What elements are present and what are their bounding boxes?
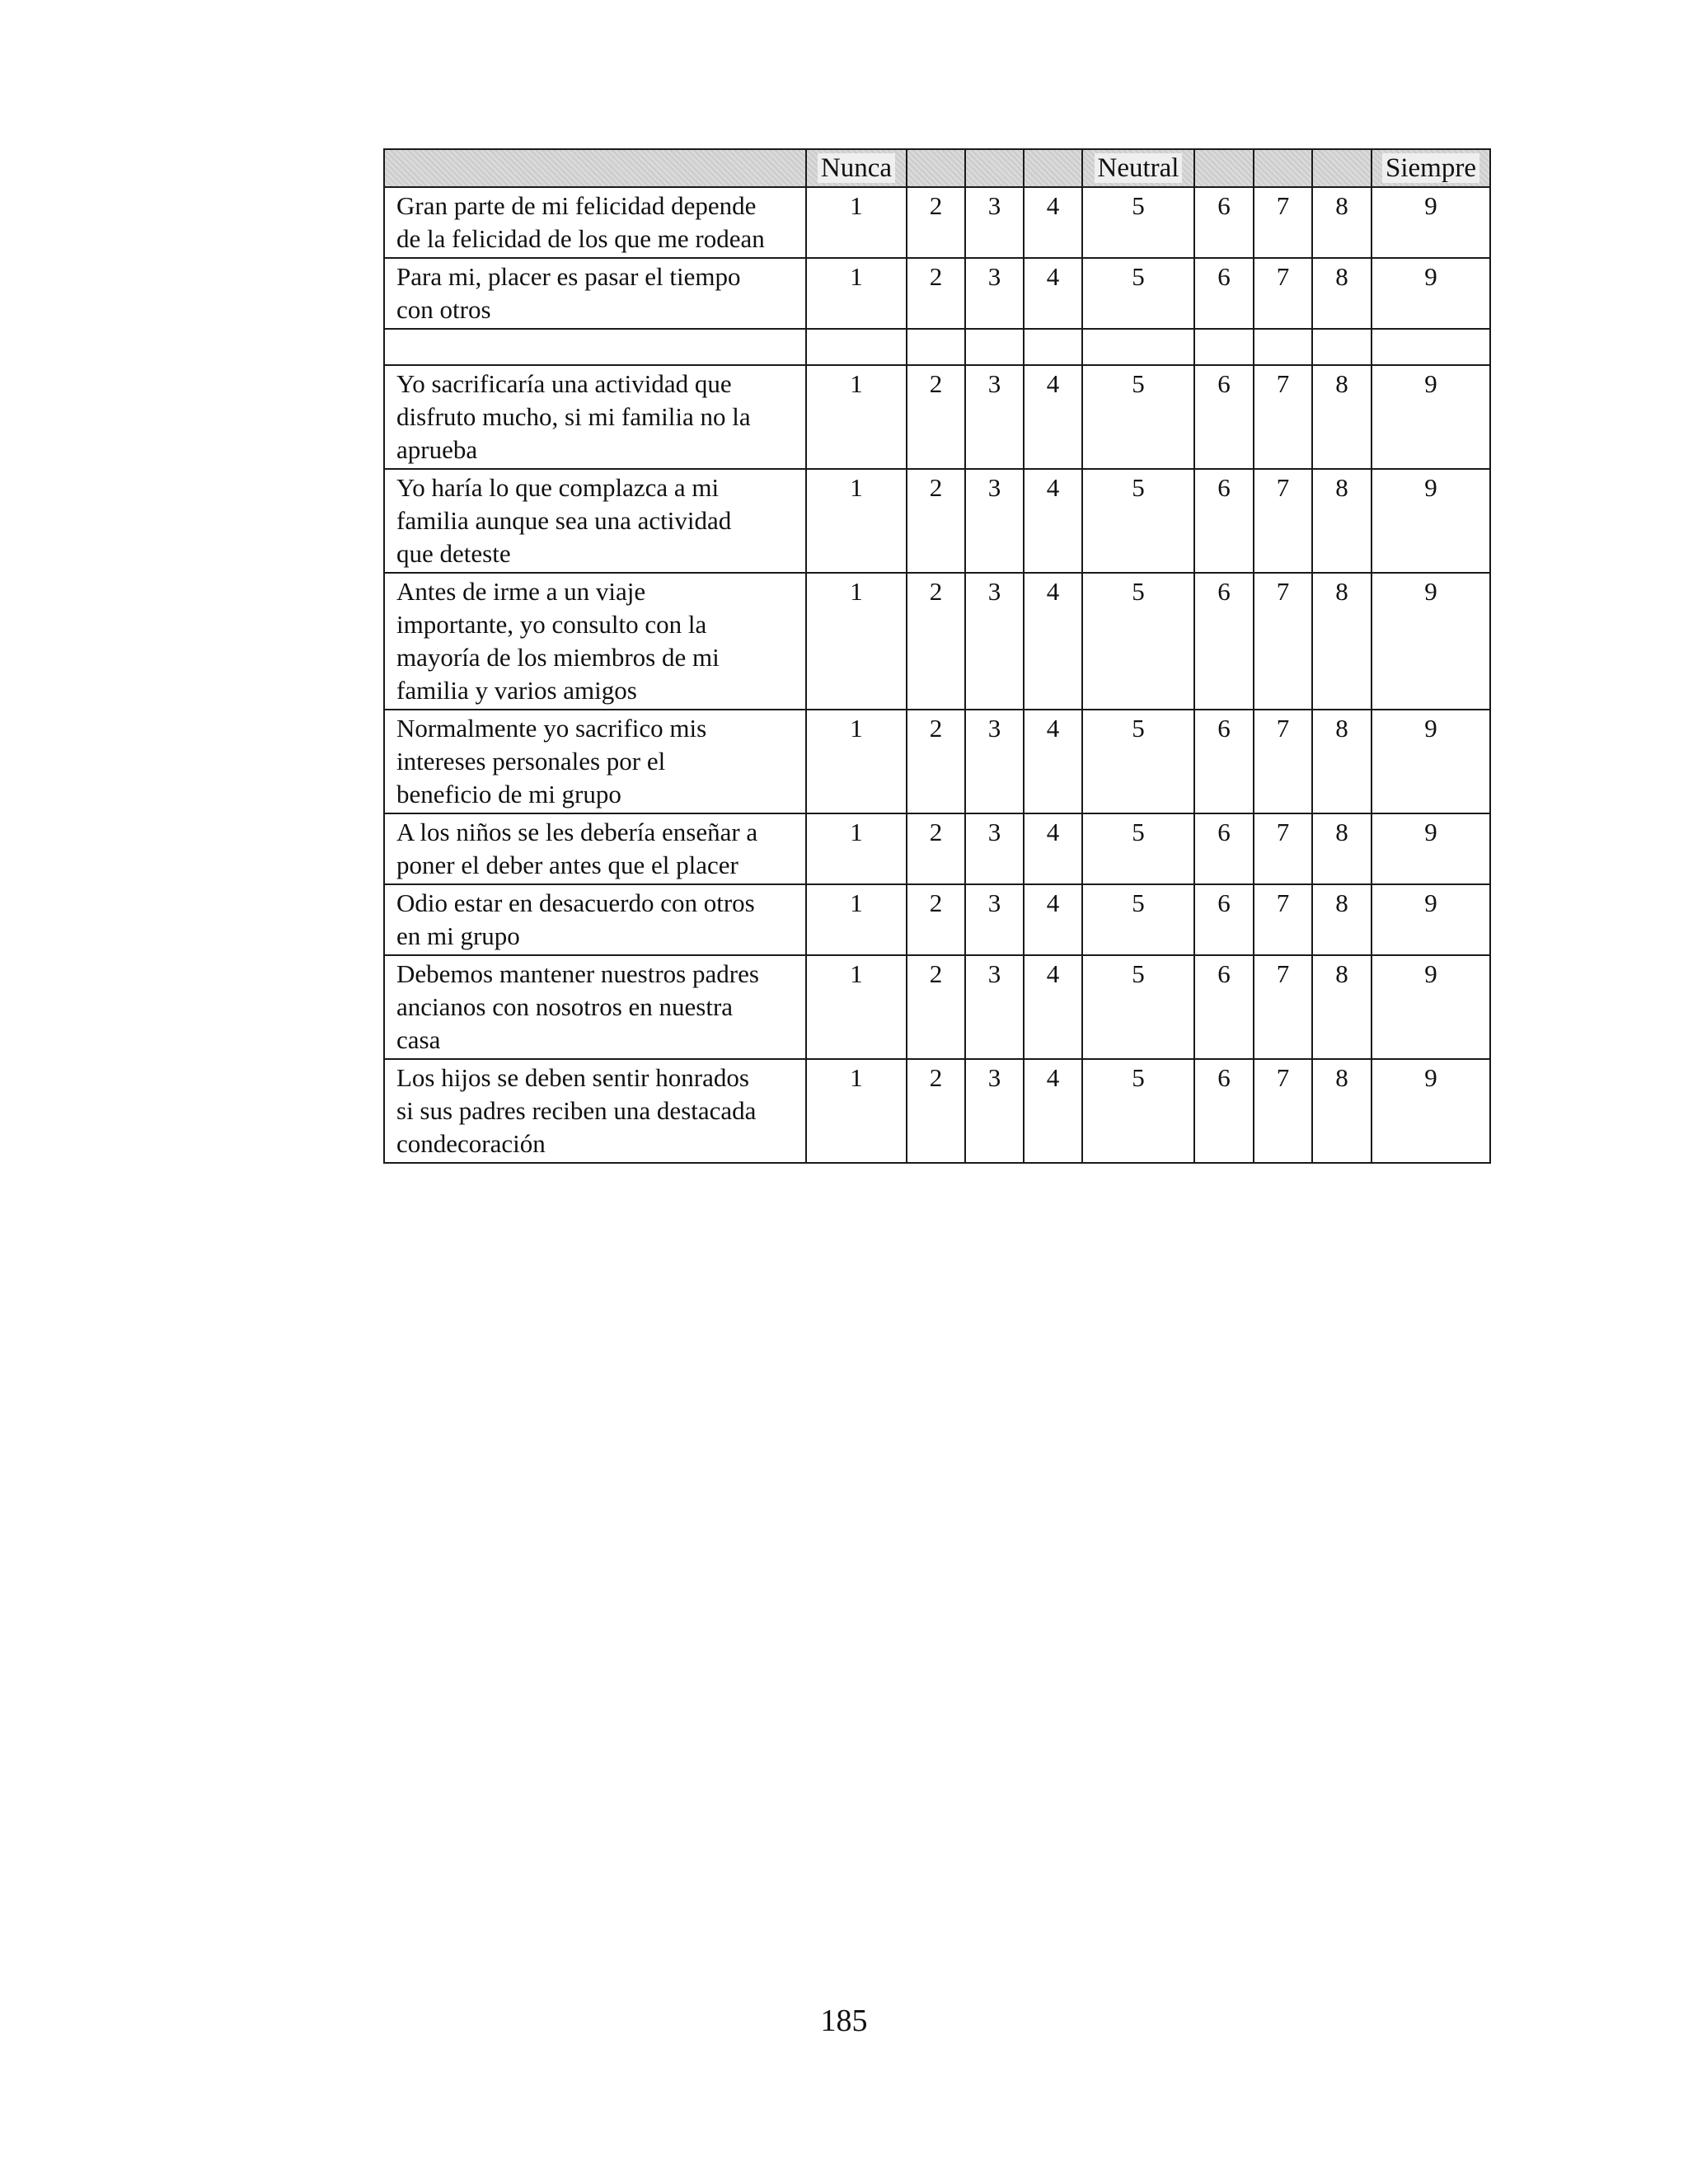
scale-value-cell — [1082, 329, 1194, 365]
scale-value-cell: 8 — [1312, 1059, 1372, 1163]
item-statement-line: Debemos mantener nuestros padres — [396, 959, 759, 988]
scale-value-cell: 4 — [1024, 884, 1082, 955]
scale-anchor-label: Nunca — [818, 153, 895, 183]
scale-value-cell: 2 — [907, 710, 965, 813]
item-statement-line: familia y varios amigos — [396, 676, 637, 705]
scale-value-cell: 7 — [1254, 258, 1312, 329]
scale-value-cell: 1 — [806, 813, 907, 884]
likert-scale-table — [383, 148, 1491, 1164]
item-row — [384, 258, 1490, 329]
blank-row — [384, 329, 1490, 365]
item-statement-line: ancianos con nosotros en nuestra — [396, 992, 734, 1021]
item-row — [384, 710, 1490, 813]
item-statement-line: casa — [396, 1025, 441, 1054]
item-statement-line: Yo haría lo que complazca a mi — [396, 473, 720, 502]
scale-value-cell: 2 — [907, 813, 965, 884]
item-statement-line: de la felicidad de los que me rodean — [396, 224, 765, 253]
scale-value-cell: 9 — [1372, 955, 1490, 1059]
item-statement — [384, 955, 806, 1059]
scale-anchor-label: Neutral — [1095, 153, 1183, 183]
scale-value-cell: 1 — [806, 955, 907, 1059]
scale-header-cell — [1194, 149, 1254, 187]
item-statement — [384, 1059, 806, 1163]
header-blank-cell — [384, 149, 806, 187]
scale-header-row — [384, 149, 1490, 187]
scale-value-cell: 1 — [806, 573, 907, 710]
item-statement — [384, 884, 806, 955]
scale-value-cell: 9 — [1372, 187, 1490, 258]
item-statement-line: Antes de irme a un viaje — [396, 577, 646, 606]
scale-value-cell: 1 — [806, 1059, 907, 1163]
scale-value-cell: 4 — [1024, 258, 1082, 329]
scale-value-cell: 5 — [1082, 469, 1194, 573]
scale-anchor-label: Siempre — [1382, 153, 1479, 183]
scale-value-cell: 9 — [1372, 469, 1490, 573]
scale-value-cell: 3 — [965, 469, 1024, 573]
item-statement — [384, 258, 806, 329]
scale-value-cell: 6 — [1194, 469, 1254, 573]
table-body — [384, 149, 1490, 1163]
scale-value-cell: 1 — [806, 710, 907, 813]
scale-value-cell: 8 — [1312, 955, 1372, 1059]
scale-header-cell — [1372, 149, 1490, 187]
item-statement — [384, 469, 806, 573]
scale-value-cell: 9 — [1372, 258, 1490, 329]
scale-value-cell: 2 — [907, 365, 965, 469]
scale-value-cell: 4 — [1024, 955, 1082, 1059]
scale-value-cell: 5 — [1082, 187, 1194, 258]
scale-value-cell: 8 — [1312, 365, 1372, 469]
scale-header-cell — [1024, 149, 1082, 187]
scale-value-cell: 1 — [806, 187, 907, 258]
scale-value-cell: 6 — [1194, 710, 1254, 813]
scale-value-cell: 5 — [1082, 573, 1194, 710]
item-statement-line: con otros — [396, 295, 491, 324]
scale-value-cell: 4 — [1024, 1059, 1082, 1163]
scale-value-cell: 6 — [1194, 573, 1254, 710]
scale-value-cell: 8 — [1312, 813, 1372, 884]
scale-value-cell: 8 — [1312, 258, 1372, 329]
page-number: 185 — [820, 2004, 868, 2038]
scale-value-cell — [1254, 329, 1312, 365]
item-statement-line: Yo sacrificaría una actividad que — [396, 369, 732, 398]
scale-value-cell: 4 — [1024, 469, 1082, 573]
item-statement — [384, 573, 806, 710]
scale-value-cell: 9 — [1372, 1059, 1490, 1163]
scale-value-cell: 7 — [1254, 469, 1312, 573]
scale-value-cell: 2 — [907, 955, 965, 1059]
item-statement-line: importante, yo consulto con la — [396, 610, 707, 639]
scale-value-cell: 9 — [1372, 365, 1490, 469]
scale-value-cell: 3 — [965, 813, 1024, 884]
scale-value-cell: 3 — [965, 955, 1024, 1059]
scale-value-cell — [1194, 329, 1254, 365]
item-statement-line: beneficio de mi grupo — [396, 780, 621, 808]
item-row — [384, 955, 1490, 1059]
scale-header-cell — [1254, 149, 1312, 187]
scale-value-cell: 8 — [1312, 710, 1372, 813]
item-statement — [384, 813, 806, 884]
item-row — [384, 1059, 1490, 1163]
scale-header-cell — [1312, 149, 1372, 187]
item-row — [384, 469, 1490, 573]
scale-value-cell: 6 — [1194, 955, 1254, 1059]
scale-value-cell: 7 — [1254, 813, 1312, 884]
scale-value-cell: 3 — [965, 1059, 1024, 1163]
scale-value-cell: 5 — [1082, 258, 1194, 329]
scale-value-cell: 8 — [1312, 573, 1372, 710]
item-statement-line: Para mi, placer es pasar el tiempo — [396, 262, 741, 291]
scale-value-cell: 5 — [1082, 813, 1194, 884]
scale-header-cell — [907, 149, 965, 187]
scale-value-cell: 2 — [907, 187, 965, 258]
scale-value-cell: 3 — [965, 258, 1024, 329]
item-statement-line: mayoría de los miembros de mi — [396, 643, 720, 672]
item-statement — [384, 710, 806, 813]
scale-value-cell: 7 — [1254, 187, 1312, 258]
scale-value-cell: 1 — [806, 884, 907, 955]
scale-value-cell: 6 — [1194, 365, 1254, 469]
scale-value-cell: 9 — [1372, 884, 1490, 955]
scale-value-cell: 8 — [1312, 884, 1372, 955]
scale-value-cell — [965, 329, 1024, 365]
scale-value-cell: 5 — [1082, 710, 1194, 813]
scale-value-cell — [1024, 329, 1082, 365]
item-statement — [384, 187, 806, 258]
item-statement-line: condecoración — [396, 1129, 546, 1158]
scale-value-cell: 9 — [1372, 573, 1490, 710]
scale-value-cell: 4 — [1024, 710, 1082, 813]
item-statement-line: familia aunque sea una actividad — [396, 506, 732, 535]
scale-value-cell: 2 — [907, 573, 965, 710]
item-statement-line: Odio estar en desacuerdo con otros — [396, 888, 755, 917]
scale-value-cell: 4 — [1024, 813, 1082, 884]
scale-value-cell: 6 — [1194, 1059, 1254, 1163]
scale-value-cell: 5 — [1082, 955, 1194, 1059]
item-row — [384, 884, 1490, 955]
scale-value-cell: 2 — [907, 258, 965, 329]
scale-value-cell: 8 — [1312, 187, 1372, 258]
item-statement-line: en mi grupo — [396, 921, 520, 950]
scale-value-cell: 3 — [965, 573, 1024, 710]
item-statement-line: si sus padres reciben una destacada — [396, 1096, 757, 1125]
scale-value-cell: 1 — [806, 469, 907, 573]
item-statement-line: disfruto mucho, si mi familia no la — [396, 402, 751, 431]
item-statement-line: aprueba — [396, 435, 478, 464]
scale-value-cell: 7 — [1254, 955, 1312, 1059]
scale-value-cell: 7 — [1254, 710, 1312, 813]
scale-value-cell: 5 — [1082, 1059, 1194, 1163]
scale-value-cell: 2 — [907, 1059, 965, 1163]
scale-value-cell: 6 — [1194, 813, 1254, 884]
item-row — [384, 187, 1490, 258]
item-statement-line: Los hijos se deben sentir honrados — [396, 1063, 749, 1092]
scale-value-cell: 3 — [965, 884, 1024, 955]
scale-value-cell: 9 — [1372, 710, 1490, 813]
scale-value-cell: 4 — [1024, 365, 1082, 469]
scale-value-cell: 2 — [907, 884, 965, 955]
item-statement-line: Gran parte de mi felicidad depende — [396, 191, 757, 220]
scale-value-cell: 6 — [1194, 258, 1254, 329]
item-statement-line: poner el deber antes que el placer — [396, 851, 738, 879]
scale-header-cell — [965, 149, 1024, 187]
scale-value-cell — [806, 329, 907, 365]
scale-value-cell: 3 — [965, 187, 1024, 258]
scale-value-cell: 6 — [1194, 187, 1254, 258]
item-statement-line: Normalmente yo sacrifico mis — [396, 714, 707, 743]
item-statement — [384, 365, 806, 469]
item-statement-line: que deteste — [396, 539, 511, 568]
scale-value-cell: 4 — [1024, 573, 1082, 710]
scale-value-cell: 3 — [965, 710, 1024, 813]
scale-value-cell — [1372, 329, 1490, 365]
scale-value-cell: 4 — [1024, 187, 1082, 258]
item-statement-line: intereses personales por el — [396, 747, 666, 776]
scale-value-cell: 1 — [806, 365, 907, 469]
scale-value-cell: 7 — [1254, 365, 1312, 469]
scale-value-cell: 8 — [1312, 469, 1372, 573]
scale-value-cell: 7 — [1254, 573, 1312, 710]
item-row — [384, 573, 1490, 710]
scale-value-cell: 7 — [1254, 884, 1312, 955]
scale-value-cell: 3 — [965, 365, 1024, 469]
scale-value-cell: 6 — [1194, 884, 1254, 955]
scale-value-cell: 5 — [1082, 884, 1194, 955]
scale-header-cell — [806, 149, 907, 187]
scale-value-cell: 7 — [1254, 1059, 1312, 1163]
scale-header-cell — [1082, 149, 1194, 187]
item-row — [384, 365, 1490, 469]
item-row — [384, 813, 1490, 884]
scale-value-cell: 2 — [907, 469, 965, 573]
scale-value-cell: 5 — [1082, 365, 1194, 469]
scale-value-cell: 1 — [806, 258, 907, 329]
item-statement — [384, 329, 806, 365]
item-statement-line: A los niños se les debería enseñar a — [396, 818, 758, 846]
scale-value-cell — [1312, 329, 1372, 365]
scale-value-cell: 9 — [1372, 813, 1490, 884]
scale-value-cell — [907, 329, 965, 365]
